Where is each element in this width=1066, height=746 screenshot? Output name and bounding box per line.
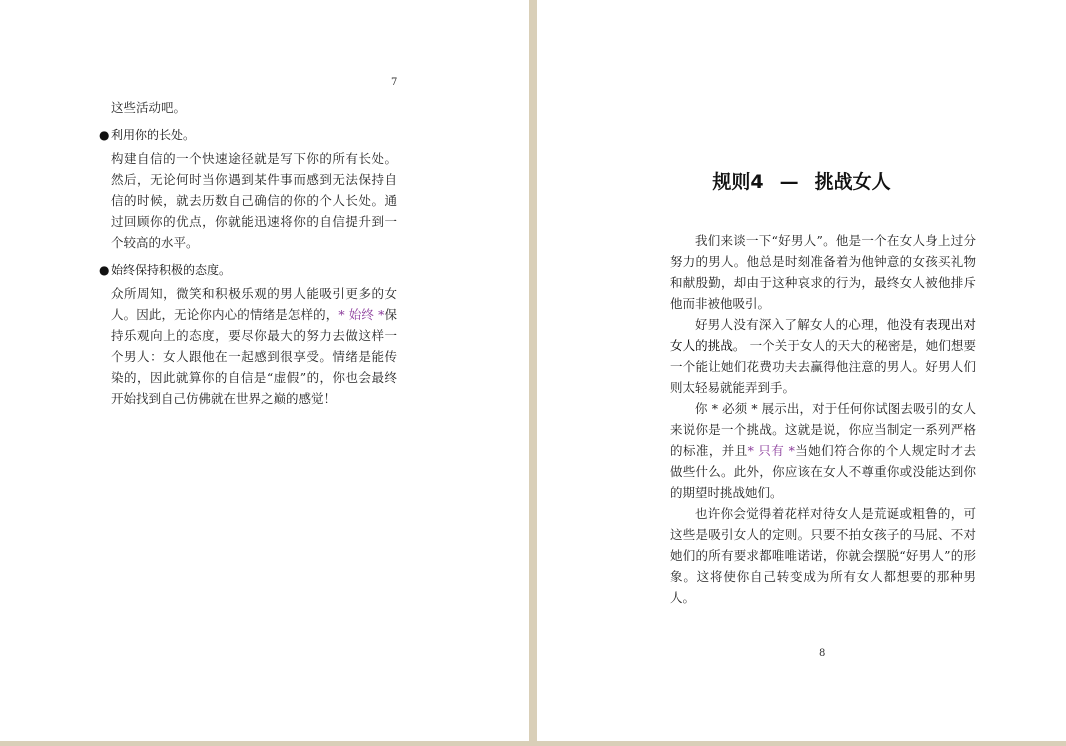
paragraph-text: 当她们符合你的个人规定时才去做些什么。此外，你应该在女人不尊重你或没能达到你的期望时挑战她们。 — [670, 443, 976, 500]
paragraph — [670, 398, 976, 503]
left-column — [99, 97, 397, 415]
paragraph-text: 保持乐观向上的态度，要尽你最大的努力去做这样一个男人：女人跟他在一起感到很享受。情绪是能传染的，因此就算你的自信是“虚假”的，你也会最终开始找到自己仿佛就在世界之巅的感觉！ — [111, 307, 397, 406]
emphasis-text: * 始终 * — [338, 307, 385, 322]
right-page — [537, 0, 1066, 741]
page-number-left: 7 — [391, 77, 398, 88]
paragraph — [670, 314, 976, 398]
paragraph-text: 众所周知，微笑和积极乐观的男人能吸引更多的女人。因此，无论你内心的情绪是怎样的， — [111, 286, 397, 322]
bullet-dot-icon: ● — [99, 128, 110, 142]
chapter-title — [537, 168, 1066, 196]
emphasis-text: * 只有 * — [747, 443, 795, 458]
paragraph-text: 好男人没有深入了解女人的心理，他 — [695, 317, 900, 332]
bullet-heading — [99, 124, 397, 146]
left-page — [0, 0, 529, 741]
bullet-item-strengths — [99, 124, 397, 253]
continued-text: 这些活动吧。 — [111, 100, 187, 115]
bullet-paragraph: 构建自信的一个快速途径就是写下你的所有长处。然后，无论何时当你遇到某件事而感到无法保持自信的时候，就去历数自己确信的你的个人长处。通过回顾你的优点，你就能迅速将你的自信提升到一个较高的水平。 — [111, 151, 397, 250]
paragraph: 也许你会觉得着花样对待女人是荒诞或粗鲁的，可这些是吸引女人的定则。只要不拍女孩子的马屁、不对她们的所有要求都唯唯诺诺，你就会摆脱“好男人”的形象。这将使你自己转变成为所有女人都想要的那种男人。 — [670, 506, 976, 605]
bullet-dot-icon: ● — [99, 263, 110, 277]
chapter-label: 规则4 — [712, 171, 764, 193]
chapter-dash: — — [779, 171, 799, 193]
page-number-right: 8 — [819, 648, 826, 659]
paragraph-text: 你 * 必须 * 展示出，对于任何你试图去吸引的女人来说你是一个挑战。这就是说，你应当制定一系列严格的标准，并且 — [670, 401, 976, 458]
chapter-title-text: 挑战女人 — [814, 171, 891, 193]
right-column — [670, 230, 976, 608]
paragraph: 我们来谈一下“好男人”。他是一个在女人身上过分努力的男人。他总是时刻准备着为他钟意的女孩买礼物和献殷勤，却由于这种哀求的行为，最终女人被他排斥他而非被他吸引。 — [670, 233, 976, 311]
bullet-paragraph — [111, 283, 397, 409]
bullet-item-positive — [99, 259, 397, 409]
bold-text: 没有表现出对女人的挑战。 — [670, 317, 976, 353]
bullet-heading-text: 利用你的长处。 — [111, 128, 196, 142]
bullet-heading-text: 始终保持积极的态度。 — [111, 263, 232, 277]
bullet-heading — [99, 259, 397, 281]
paragraph-text: 一个关于女人的天大的秘密是，她们想要一个能让她们花费功夫去赢得他注意的男人。好男人们则太轻易就能弄到手。 — [670, 338, 976, 395]
